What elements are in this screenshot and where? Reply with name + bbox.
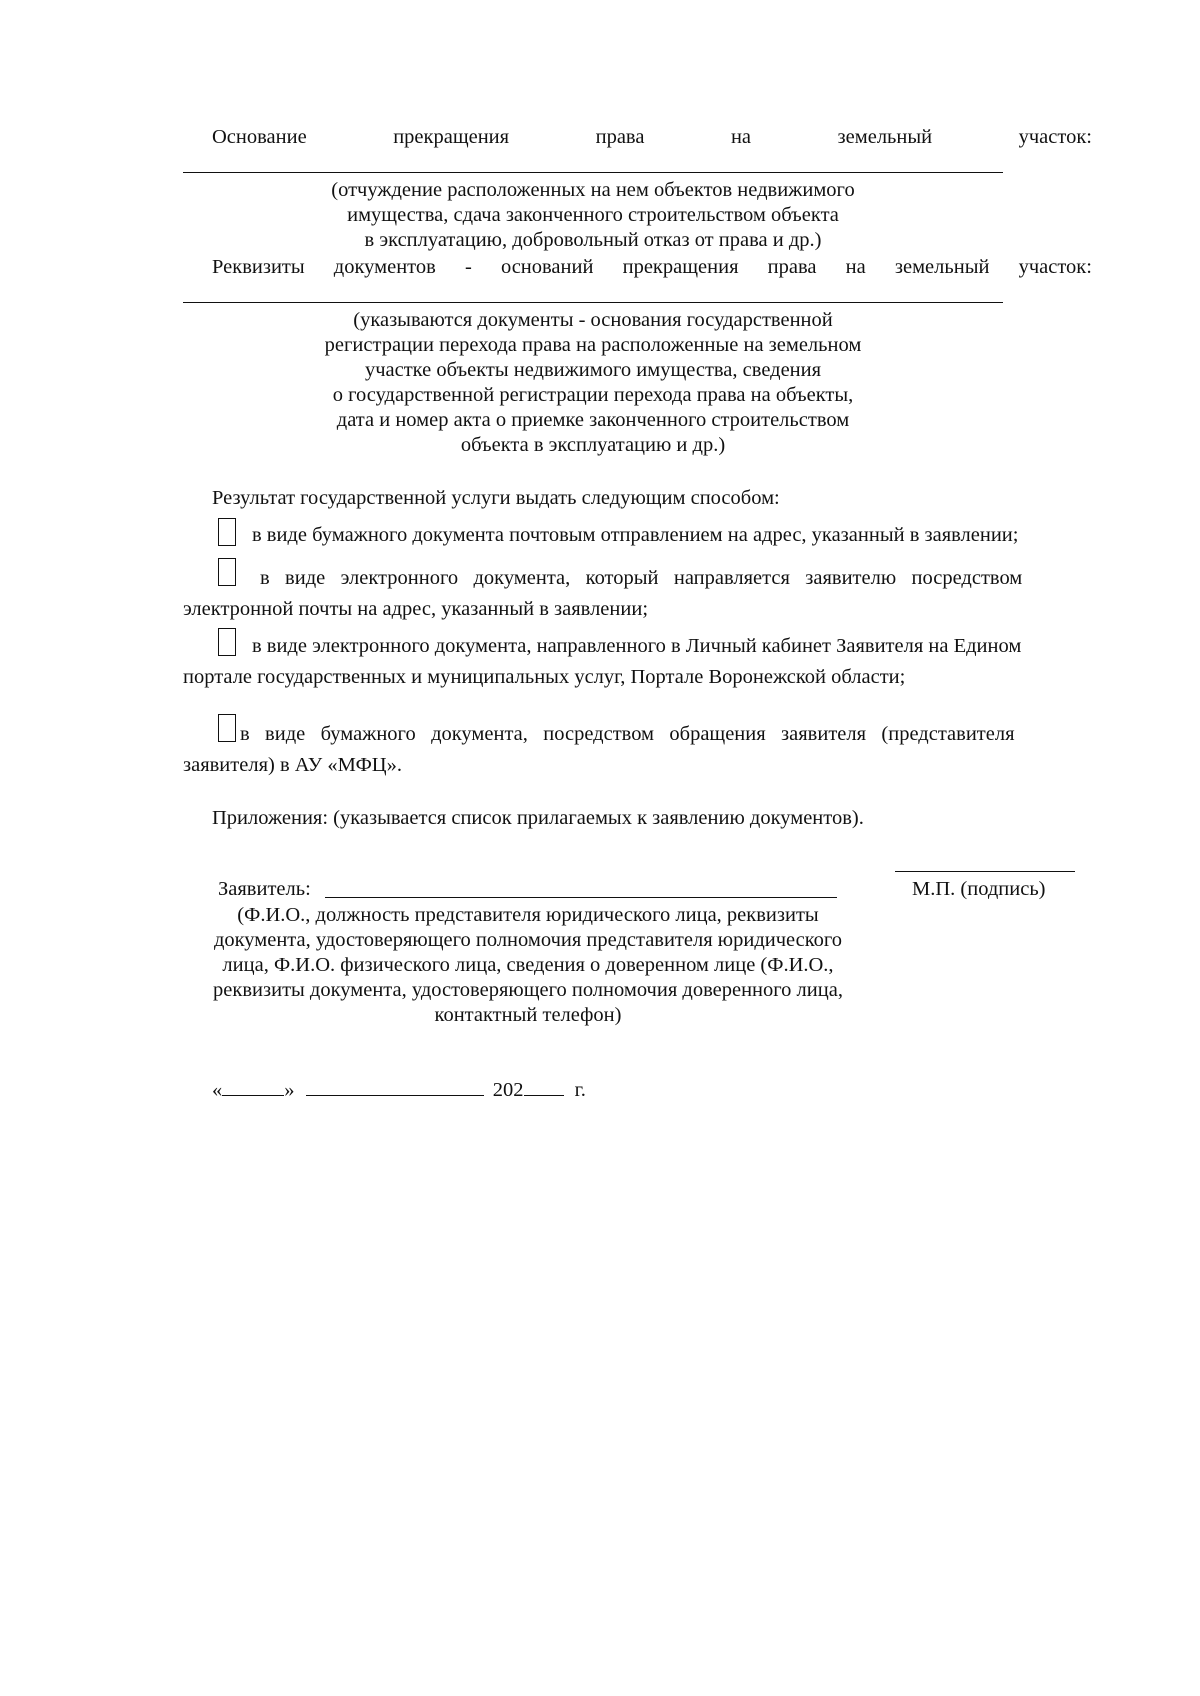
hint-line: имущества, сдача законченного строительством объекта bbox=[347, 204, 839, 226]
date-line bbox=[212, 1076, 586, 1104]
hint-line: (указываются документы - основания государственной bbox=[353, 309, 833, 331]
option-paper-mail-checkbox[interactable] bbox=[218, 518, 236, 546]
word: прекращения bbox=[393, 126, 510, 148]
option-personal-cabinet-checkbox[interactable] bbox=[218, 628, 236, 656]
hint-line: (отчуждение расположенных на нем объектов недвижимого bbox=[331, 179, 855, 201]
hint-line: (Ф.И.О., должность представителя юридического лица, реквизиты bbox=[237, 904, 819, 926]
date-open-quote: « bbox=[212, 1079, 223, 1101]
year-prefix: 202 bbox=[492, 1079, 524, 1101]
option-personal-cabinet-label-cont: портале государственных и муниципальных услуг, Портале Воронежской области; bbox=[183, 666, 906, 688]
option-email-checkbox[interactable] bbox=[218, 558, 236, 586]
option-mfc-label: в виде бумажного документа, посредством обращения заявителя (представителя bbox=[240, 723, 1015, 745]
word: участок: bbox=[1018, 256, 1092, 278]
word: Основание bbox=[212, 126, 307, 148]
hint-line: контактный телефон) bbox=[434, 1004, 622, 1026]
word: на bbox=[845, 256, 866, 278]
year-field[interactable] bbox=[524, 1077, 564, 1096]
option-paper-mail-label: в виде бумажного документа почтовым отправлением на адрес, указанный в заявлении; bbox=[252, 524, 1019, 546]
termination-basis-fill-line[interactable] bbox=[183, 172, 1003, 173]
word: Реквизиты bbox=[212, 256, 305, 278]
termination-docs-label bbox=[212, 256, 1092, 279]
hint-line: лица, Ф.И.О. физического лица, сведения о доверенном лице (Ф.И.О., bbox=[222, 954, 834, 976]
hint-line: реквизиты документа, удостоверяющего полномочия доверенного лица, bbox=[213, 979, 843, 1001]
hint-line: регистрации перехода права на расположенные на земельном bbox=[324, 334, 862, 356]
hint-line: документа, удостоверяющего полномочия представителя юридического bbox=[213, 929, 843, 951]
termination-basis-label bbox=[212, 126, 1092, 149]
month-field[interactable] bbox=[306, 1077, 484, 1096]
word: - bbox=[464, 256, 472, 278]
hint-line: дата и номер акта о приемке законченного строительством bbox=[336, 409, 850, 431]
word: права bbox=[595, 126, 645, 148]
word: земельный bbox=[837, 126, 933, 148]
option-mfc-checkbox[interactable] bbox=[218, 714, 236, 742]
option-email-label-cont: электронной почты на адрес, указанный в заявлении; bbox=[183, 598, 649, 620]
day-field[interactable] bbox=[222, 1077, 284, 1096]
word: прекращения bbox=[622, 256, 739, 278]
word: документов bbox=[333, 256, 436, 278]
result-heading: Результат государственной услуги выдать следующим способом: bbox=[212, 487, 780, 509]
word: оснований bbox=[500, 256, 594, 278]
termination-docs-fill-line[interactable] bbox=[183, 302, 1003, 303]
word: права bbox=[767, 256, 817, 278]
termination-docs-hint bbox=[183, 308, 1003, 458]
hint-line: объекта в эксплуатацию и др.) bbox=[460, 434, 726, 456]
hint-line: участке объекты недвижимого имущества, сведения bbox=[364, 359, 822, 381]
date-close-quote: » bbox=[284, 1079, 295, 1101]
word: участок: bbox=[1018, 126, 1092, 148]
applicant-hint bbox=[183, 903, 873, 1028]
option-email-label bbox=[260, 564, 1092, 592]
year-suffix: г. bbox=[574, 1079, 586, 1101]
hint-line: в эксплуатацию, добровольный отказ от права и др.) bbox=[364, 229, 822, 251]
word: на bbox=[730, 126, 752, 148]
stamp-label: М.П. (подпись) bbox=[912, 878, 1046, 900]
applicant-signature-line[interactable] bbox=[325, 897, 837, 898]
option-text: в виде электронного документа, который направляется заявителю посредством bbox=[260, 567, 1023, 589]
hint-line: о государственной регистрации перехода права на объекты, bbox=[332, 384, 854, 406]
word: земельный bbox=[894, 256, 990, 278]
termination-basis-hint bbox=[183, 178, 1003, 253]
stamp-signature-line[interactable] bbox=[895, 871, 1075, 872]
option-personal-cabinet-label: в виде электронного документа, направленного в Личный кабинет Заявителя на Едином bbox=[252, 635, 1022, 657]
attachments-text: Приложения: (указывается список прилагаемых к заявлению документов). bbox=[212, 807, 864, 829]
option-mfc-label-cont: заявителя) в АУ «МФЦ». bbox=[183, 754, 402, 776]
applicant-label: Заявитель: bbox=[218, 878, 311, 900]
